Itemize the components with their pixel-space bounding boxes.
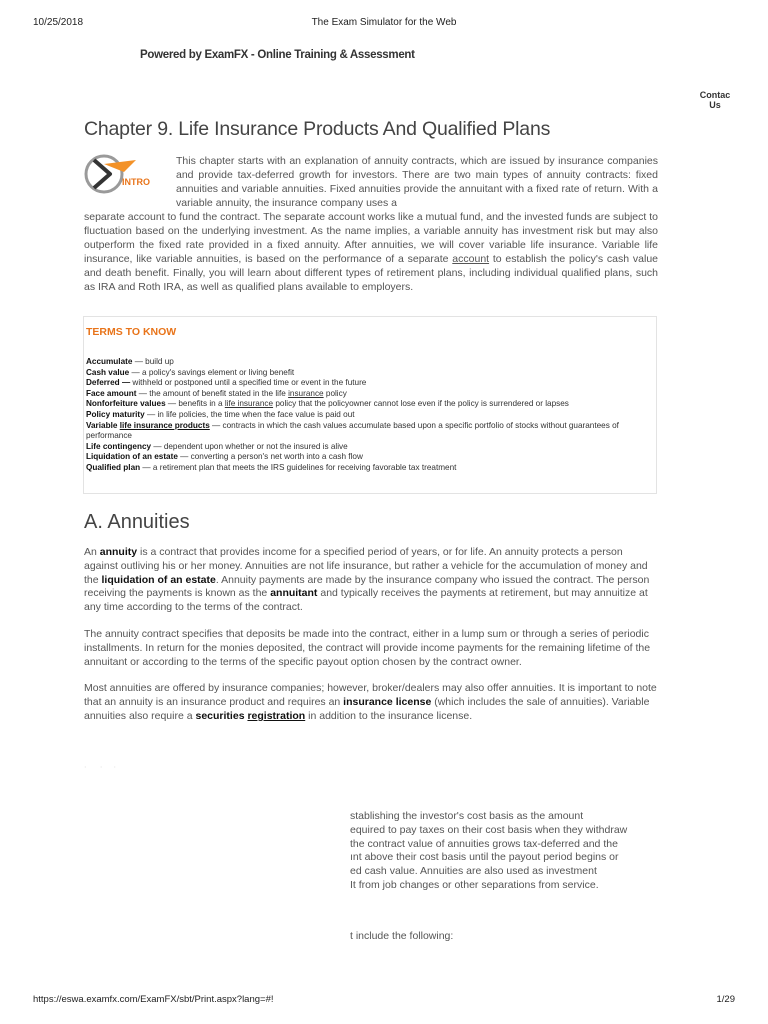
intro-paragraph-wrapped: This chapter starts with an explanation of annuity contracts, which are issued by insurance companies and provide tax-deferred growth for investors. There are two main types of annuity contracts: fixed annuities and variable annuities. Fixed annuities provide the annuitant with a fixed rate of return. With a variable annuity, the insurance company uses a	[176, 155, 658, 209]
annuity-paragraph-2: The annuity contract specifies that deposits be made into the contract, either in a lump sum or through a series of periodic installments. In return for the monies deposited, the contract will provide income payments for the remaining lifetime of the annuitant or according to the terms of the specific payout option chosen by the contract owner.	[84, 627, 651, 668]
term-item: Policy maturity — in life policies, the time when the face value is paid out	[86, 409, 355, 419]
terms-title: TERMS TO KNOW	[86, 326, 177, 338]
page-title: The Exam Simulator for the Web	[311, 17, 457, 28]
term-item: Accumulate — build up	[86, 357, 174, 366]
account-link[interactable]: account	[452, 253, 490, 265]
intro-badge-text: INTRO	[122, 177, 150, 187]
contact-us-link[interactable]	[695, 90, 735, 110]
registration-link[interactable]: registration	[247, 709, 306, 722]
chapter-title: Chapter 9. Life Insurance Products And Qualified Plans	[84, 118, 551, 140]
footer-url: https://eswa.examfx.com/ExamFX/sbt/Print.aspx?lang=#!	[33, 994, 274, 1005]
powered-by-link[interactable]: Powered by ExamFX - Online Training & Assessment	[140, 49, 415, 61]
term-item: Life contingency — dependent upon whether or not the insured is alive	[86, 441, 348, 451]
life-insurance-products-link[interactable]: life insurance products	[119, 420, 210, 430]
section-body	[84, 546, 658, 737]
intro-icon	[84, 150, 170, 198]
contact-line-2: Us	[709, 100, 721, 110]
term-item: Qualified plan — a retirement plan that meets the IRS guidelines for receiving favorable tax treatment	[86, 462, 457, 472]
intro-paragraph: separate account to fund the contract. The separate account works like a mutual fund, and the invested funds are subject to fluctuation based on the underlying investment. As the name implies, a variable annuity has investment risk but may also outperform the fixed rate provided in a fixed annuity. After annuities, we will cover variable life insurance. Variable life insurance, like variable annuities, is based on the performance of a separate account to establish the policy's cash value and death benefit. Finally, you will learn about different types of retirement plans, including individual qualified plans, such as IRA and Roth IRA, as well as qualified plans available to employers.	[84, 211, 659, 293]
term-item: Nonforfeiture values — benefits in a life insurance policy that the policyowner cannot lose even if the policy is surrendered or lapses	[86, 399, 569, 409]
terms-list	[86, 357, 652, 474]
page-number: 1/29	[716, 994, 735, 1005]
term-item: Cash value — a policy's savings element or living benefit	[86, 367, 295, 377]
annuity-paragraph-1: An annuity is a contract that provides income for a specified period of years, or for life. An annuity protects a person against outliving his or her money. Annuities are not life insurance, but rather a vehicle for the accumulation of money and the liquidation of an estate. Annuity payments are made by the insurance company who issued the contract. The person receiving the payments is known as the annuitant and typically receives the payments at retirement, but may annuitize at any time according to the terms of the contract.	[84, 546, 650, 614]
term-item: Variable life insurance products — contracts in which the cash values accumulate based upon a specific portfolio of stocks without guarantees of performance	[86, 420, 619, 441]
cutoff-text-block: stablishing the investor's cost basis as the amount equired to pay taxes on their cost basis when they withdraw the contract value of annuities grows tax-deferred and the ınt above their cost basis until the payout period begins or ed cash value. Annuities are also used as investment It from job changes or other separations from service.	[350, 810, 628, 891]
term-item: Liquidation of an estate — converting a person's net worth into a cash flow	[86, 452, 363, 462]
contact-line-1: Contac	[699, 90, 731, 100]
life-insurance-link[interactable]: life insurance	[224, 399, 274, 409]
annuity-paragraph-3: Most annuities are offered by insurance companies; however, broker/dealers may also offer annuities. It is important to note that an annuity is an insurance product and requires an insurance license (which includes the sale of annuities). Variable annuities also require a securities registration in addition to the insurance license.	[84, 682, 657, 722]
term-item: Face amount — the amount of benefit stated in the life insurance policy	[86, 388, 347, 398]
insurance-link[interactable]: insurance	[288, 388, 324, 398]
print-date: 10/25/2018	[33, 17, 84, 28]
term-item: Deferred — withheld or postponed until a specified time or event in the future	[86, 378, 367, 388]
section-title: A. Annuities	[84, 511, 190, 533]
terms-to-know-box	[83, 316, 657, 494]
cutoff-text-line: t include the following:	[350, 930, 454, 942]
faint-divider: ‧ ‧ ‧	[84, 763, 117, 772]
